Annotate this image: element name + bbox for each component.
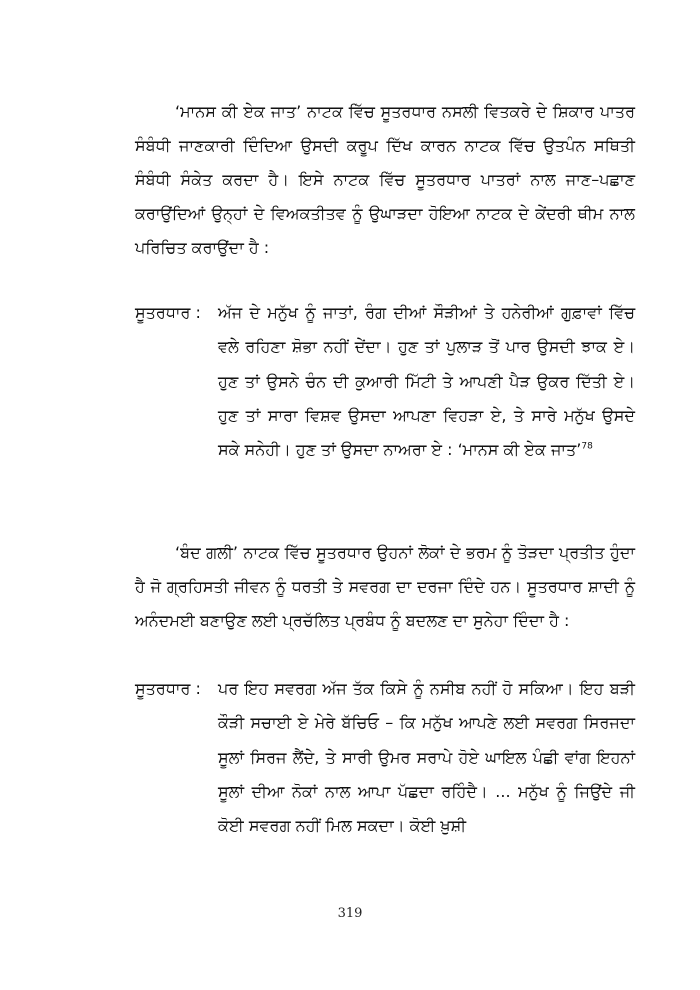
speech-body: ਪਰ ਇਹ ਸਵਰਗ ਅੱਜ ਤੱਕ ਕਿਸੇ ਨੂੰ ਨਸੀਬ ਨਹੀਂ ਹੋ ਸਕਿਆ। ਇਹ ਬੜੀ ਕੌੜੀ ਸਚਾਈ ਏ ਮੇਰੇ ਬੱਚਿਓ – ਕਿ ਮਨੁੱਖ ਆਪਣੇ ਲਈ ਸਵਰਗ ਸਿਰਜਦਾ ਸੂਲਾਂ ਸਿਰਜ ਲੈਂਦੇ, ਤੇ ਸਾਰੀ ਉਮਰ ਸਰਾਪੇ ਹੋਏ ਘਾਇਲ ਪੰਛੀ ਵਾਂਗ ਇਹਨਾਂ ਸੂਲਾਂ ਦੀਆ ਨੋਕਾਂ ਨਾਲ ਆਪਾ ਪੱਛਦਾ ਰਹਿੰਦੈ। ... ਮਨੁੱਖ ਨੂੰ ਜਿਉਂਦੇ ਜੀ ਕੋਈ ਸਵਰਗ ਨਹੀਂ ਮਿਲ ਸਕਦਾ। ਕੋਈ ਖ਼ੁਸ਼ੀ: [218, 679, 635, 836]
body-paragraph: [135, 536, 635, 638]
body-paragraph: [135, 95, 635, 265]
page-number: 319: [337, 906, 363, 921]
paragraph-text: ‘ਬੰਦ ਗਲੀ’ ਨਾਟਕ ਵਿੱਚ ਸੂਤਰਧਾਰ ਉਹਨਾਂ ਲੋਕਾਂ ਦੇ ਭਰਮ ਨੂੰ ਤੋੜਦਾ ਪ੍ਰਤੀਤ ਹੁੰਦਾ ਹੈ ਜੋ ਗ੍ਰਹਿਸਤੀ ਜੀਵਨ ਨੂੰ ਧਰਤੀ ਤੇ ਸਵਰਗ ਦਾ ਦਰਜਾ ਦਿੰਦੇ ਹਨ। ਸੂਤਰਧਾਰ ਸ਼ਾਦੀ ਨੂੰ ਅਨੰਦਮਈ ਬਣਾਉਣ ਲਈ ਪ੍ਰਚੱਲਿਤ ਪ੍ਰਬੰਧ ਨੂੰ ਬਦਲਣ ਦਾ ਸੁਨੇਹਾ ਦਿੰਦਾ ਹੈ :: [135, 543, 635, 630]
speaker-label: ਸੂਤਰਧਾਰ :: [135, 679, 201, 698]
speech-text: [218, 296, 635, 467]
speech-text: [218, 672, 635, 843]
paragraph-text: ‘ਮਾਨਸ ਕੀ ਏਕ ਜਾਤ’ ਨਾਟਕ ਵਿੱਚ ਸੂਤਰਧਾਰ ਨਸਲੀ ਵਿਤਕਰੇ ਦੇ ਸ਼ਿਕਾਰ ਪਾਤਰ ਸੰਬੰਧੀ ਜਾਣਕਾਰੀ ਦਿੰਦਿਆ ਉਸਦੀ ਕਰੂਪ ਦਿੱਖ ਕਾਰਨ ਨਾਟਕ ਵਿੱਚ ਉਤਪੰਨ ਸਥਿਤੀ ਸੰਬੰਧੀ ਸੰਕੇਤ ਕਰਦਾ ਹੈ। ਇਸੇ ਨਾਟਕ ਵਿੱਚ ਸੂਤਰਧਾਰ ਪਾਤਰਾਂ ਨਾਲ ਜਾਣ–ਪਛਾਣ ਕਰਾਉਂਦਿਆਂ ਉਨ੍ਹਾਂ ਦੇ ਵਿਅਕਤੀਤਵ ਨੂੰ ਉਘਾੜਦਾ ਹੋਇਆ ਨਾਟਕ ਦੇ ਕੇਂਦਰੀ ਥੀਮ ਨਾਲ ਪਰਿਚਿਤ ਕਰਾਉਂਦਾ ਹੈ :: [135, 102, 635, 257]
dialogue-block: [135, 296, 635, 467]
speech-body: ਅੱਜ ਦੇ ਮਨੁੱਖ ਨੂੰ ਜਾਤਾਂ, ਰੰਗ ਦੀਆਂ ਸੌੜੀਆਂ ਤੇ ਹਨੇਰੀਆਂ ਗੁਫ਼ਾਵਾਂ ਵਿੱਚ ਵਲੇ ਰਹਿਣਾ ਸ਼ੋਭਾ ਨਹੀਂ ਦੇਂਦਾ। ਹੁਣ ਤਾਂ ਪੁਲਾੜ ਤੋਂ ਪਾਰ ਉਸਦੀ ਝਾਕ ਏ। ਹੁਣ ਤਾਂ ਉਸਨੇ ਚੰਨ ਦੀ ਕੁਆਰੀ ਮਿੱਟੀ ਤੇ ਆਪਣੀ ਪੈੜ ਉਕਰ ਦਿੱਤੀ ਏ। ਹੁਣ ਤਾਂ ਸਾਰਾ ਵਿਸ਼ਵ ਉਸਦਾ ਆਪਣਾ ਵਿਹੜਾ ਏ, ਤੇ ਸਾਰੇ ਮਨੁੱਖ ਉਸਦੇ ਸਕੇ ਸਨੇਹੀ। ਹੁਣ ਤਾਂ ਉਸਦਾ ਨਾਅਰਾ ਏ : ‘ਮਾਨਸ ਕੀ ਏਕ ਜਾਤ’: [218, 303, 635, 460]
speaker-label: ਸੂਤਰਧਾਰ :: [135, 303, 201, 322]
dialogue-block: [135, 672, 635, 843]
footnote-reference: 78: [581, 441, 593, 452]
